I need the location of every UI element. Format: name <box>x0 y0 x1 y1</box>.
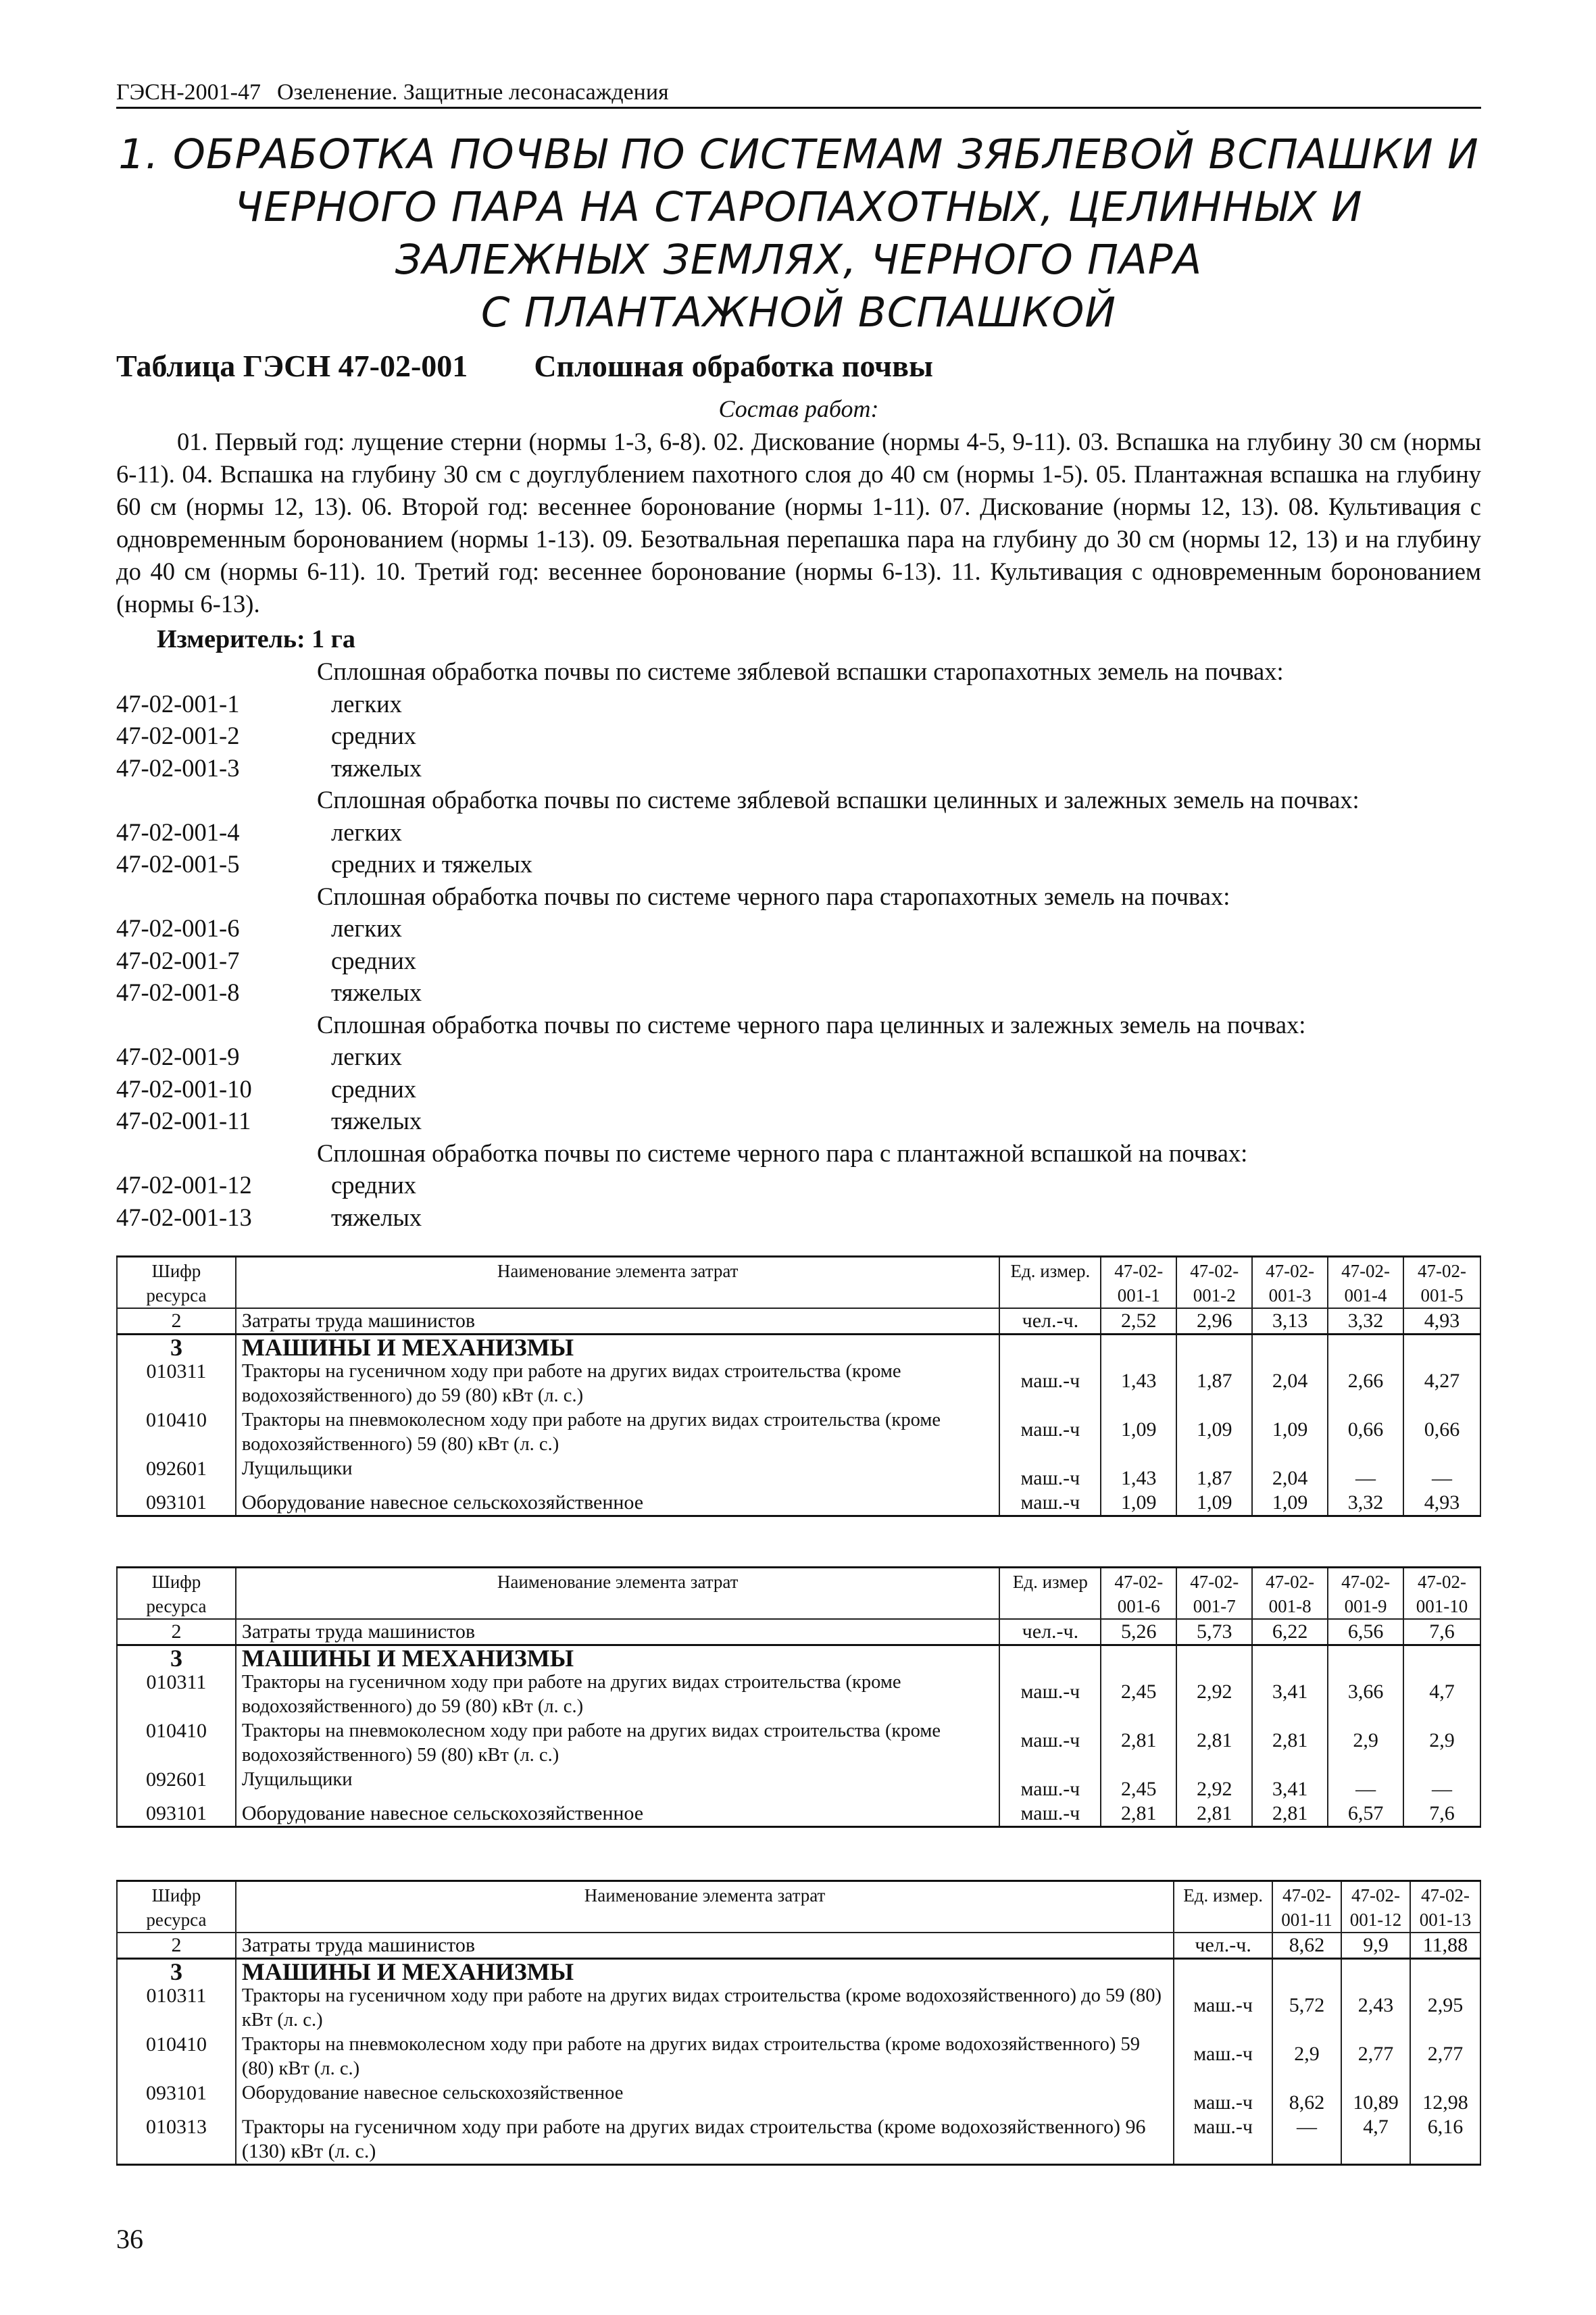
resource-unit-cell: маш.-ч <box>999 1801 1101 1827</box>
value-cell <box>1272 1959 1341 1985</box>
value-cell: 2,81 <box>1176 1719 1252 1768</box>
resource-name-cell: Затраты труда машинистов <box>236 1308 1000 1335</box>
resource-code-cell: 093101 <box>117 1491 236 1516</box>
value-cell: 2,81 <box>1252 1719 1328 1768</box>
value-cell: — <box>1328 1457 1403 1491</box>
header-norm-cell: 47-02-001-10 <box>1403 1568 1480 1620</box>
resource-name-cell: Лущильщики <box>236 1768 1000 1801</box>
unit-of-measure: Измеритель: 1 га <box>157 625 355 653</box>
norm-row <box>116 848 1481 880</box>
value-cell: 2,9 <box>1328 1719 1403 1768</box>
resource-unit-cell: маш.-ч <box>1174 2115 1272 2165</box>
value-cell: 11,88 <box>1410 1933 1480 1959</box>
value-cell <box>1328 1645 1403 1671</box>
value-cell <box>1252 1335 1328 1360</box>
table-row <box>117 1360 1480 1408</box>
header-norm-cell: 47-02-001-9 <box>1328 1568 1403 1620</box>
norm-code: 47-02-001-9 <box>116 1043 240 1070</box>
header-unit-cell: Ед. измер <box>999 1568 1101 1620</box>
norm-name: средних <box>331 722 417 749</box>
resource-unit-cell: маш.-ч <box>999 1360 1101 1408</box>
norm-row <box>116 752 1481 785</box>
table-row <box>117 1308 1480 1335</box>
table-header-row <box>117 1568 1480 1620</box>
norm-code: 47-02-001-7 <box>116 946 240 974</box>
resource-unit-cell: чел.-ч. <box>1174 1933 1272 1959</box>
resource-code-cell: 010410 <box>117 2033 236 2081</box>
value-cell: 3,32 <box>1328 1491 1403 1516</box>
norm-name: легких <box>331 914 402 942</box>
value-cell: 4,27 <box>1403 1360 1480 1408</box>
resource-name-cell: МАШИНЫ И МЕХАНИЗМЫ <box>236 1959 1174 1985</box>
norm-name: легких <box>331 818 402 846</box>
resource-unit-cell: маш.-ч <box>999 1719 1101 1768</box>
norm-code: 47-02-001-10 <box>116 1074 252 1103</box>
header-unit-cell: Ед. измер. <box>1174 1881 1272 1933</box>
table-row <box>117 1670 1480 1719</box>
value-cell: 2,04 <box>1252 1360 1328 1408</box>
resource-code-cell: 010311 <box>117 1984 236 2033</box>
table-heading <box>116 348 1481 384</box>
resource-table <box>116 1255 1481 1517</box>
value-cell: 2,04 <box>1252 1457 1328 1491</box>
resource-unit-cell <box>999 1335 1101 1360</box>
norm-row <box>116 1073 1481 1105</box>
resource-name-cell: Оборудование навесное сельскохозяйственное <box>236 1801 1000 1827</box>
value-cell: 2,81 <box>1101 1719 1176 1768</box>
header-norm-cell: 47-02-001-12 <box>1341 1881 1410 1933</box>
header-title: Озеленение. Защитные лесонасаждения <box>276 80 669 105</box>
value-cell: 2,81 <box>1101 1801 1176 1827</box>
norm-row <box>116 1041 1481 1073</box>
norm-code: 47-02-001-12 <box>116 1171 252 1199</box>
resource-code-cell: 3 <box>117 1335 236 1360</box>
page-number: 36 <box>116 2224 143 2254</box>
header-norm-cell: 47-02-001-1 <box>1101 1257 1176 1309</box>
value-cell <box>1101 1645 1176 1671</box>
norm-name: средних <box>331 946 417 974</box>
resource-code-cell: 2 <box>117 1933 236 1959</box>
value-cell: 5,73 <box>1176 1619 1252 1645</box>
value-cell: 4,93 <box>1403 1491 1480 1516</box>
value-cell: 2,43 <box>1341 1984 1410 2033</box>
header-norm-cell: 47-02-001-2 <box>1176 1257 1252 1309</box>
table-row <box>117 1491 1480 1516</box>
value-cell: 1,09 <box>1176 1408 1252 1457</box>
value-cell: 1,09 <box>1101 1408 1176 1457</box>
value-cell <box>1252 1645 1328 1671</box>
value-cell: 8,62 <box>1272 1933 1341 1959</box>
value-cell: 1,87 <box>1176 1360 1252 1408</box>
resource-code-cell: 010311 <box>117 1670 236 1719</box>
header-norm-cell: 47-02-001-6 <box>1101 1568 1176 1620</box>
resource-code-cell: 010410 <box>117 1719 236 1768</box>
value-cell: 1,87 <box>1176 1457 1252 1491</box>
table-row <box>117 1335 1480 1360</box>
value-cell: 5,26 <box>1101 1619 1176 1645</box>
value-cell: 7,6 <box>1403 1619 1480 1645</box>
norm-group-row <box>116 655 1481 688</box>
table-row <box>117 1933 1480 1959</box>
header-name-cell: Наименование элемента затрат <box>236 1881 1174 1933</box>
header-name-cell: Наименование элемента затрат <box>236 1257 1000 1309</box>
norm-row <box>116 1169 1481 1201</box>
value-cell: 2,81 <box>1252 1801 1328 1827</box>
value-cell: 1,09 <box>1252 1491 1328 1516</box>
resource-name-cell: Тракторы на гусеничном ходу при работе на других видах строительства (кроме водохозяйственного) 96 (130) кВт (л. с.) <box>236 2115 1174 2165</box>
resource-code-cell: 010311 <box>117 1360 236 1408</box>
resource-name-cell: Затраты труда машинистов <box>236 1619 1000 1645</box>
header-norm-cell: 47-02-001-7 <box>1176 1568 1252 1620</box>
norm-name: тяжелых <box>331 753 422 782</box>
value-cell: — <box>1272 2115 1341 2165</box>
table-name: Сплошная обработка почвы <box>534 349 933 383</box>
value-cell: 2,77 <box>1341 2033 1410 2081</box>
value-cell: 9,9 <box>1341 1933 1410 1959</box>
value-cell: 3,66 <box>1328 1670 1403 1719</box>
resource-code-cell: 2 <box>117 1308 236 1335</box>
norm-name: легких <box>331 1043 402 1070</box>
value-cell: 6,16 <box>1410 2115 1480 2165</box>
value-cell: 3,41 <box>1252 1768 1328 1801</box>
norm-group-row <box>116 1009 1481 1041</box>
resource-unit-cell: маш.-ч <box>999 1768 1101 1801</box>
value-cell: 12,98 <box>1410 2081 1480 2115</box>
norm-name: легких <box>331 689 402 718</box>
value-cell <box>1410 1959 1480 1985</box>
section-title-line: С ПЛАНТАЖНОЙ ВСПАШКОЙ <box>480 289 1117 337</box>
header-norm-cell: 47-02-001-11 <box>1272 1881 1341 1933</box>
value-cell: 10,89 <box>1341 2081 1410 2115</box>
value-cell <box>1341 1959 1410 1985</box>
header-code: ГЭСН-2001-47 <box>116 80 261 105</box>
value-cell <box>1403 1335 1480 1360</box>
resource-name-cell: Тракторы на гусеничном ходу при работе на других видах строительства (кроме водохозяйственного) до 59 (80) кВт (л. с.) <box>236 1984 1174 2033</box>
value-cell: 3,41 <box>1252 1670 1328 1719</box>
norm-name: тяжелых <box>331 1203 422 1231</box>
header-unit-cell: Ед. измер. <box>999 1257 1101 1309</box>
norm-group-heading: Сплошная обработка почвы по системе черного пара старопахотных земель на почвах: <box>317 882 1230 910</box>
value-cell: 2,45 <box>1101 1768 1176 1801</box>
table-row <box>117 1719 1480 1768</box>
value-cell: 2,77 <box>1410 2033 1480 2081</box>
table-row <box>117 1959 1480 1985</box>
value-cell: — <box>1403 1457 1480 1491</box>
table-row <box>117 1619 1480 1645</box>
norm-group-row <box>116 880 1481 913</box>
resource-code-cell: 3 <box>117 1959 236 1985</box>
header-norm-cell: 47-02-001-13 <box>1410 1881 1480 1933</box>
header-norm-cell: 47-02-001-8 <box>1252 1568 1328 1620</box>
norm-row <box>116 816 1481 849</box>
norm-row <box>116 1105 1481 1137</box>
value-cell: 4,7 <box>1403 1670 1480 1719</box>
header-code-cell: Шифр ресурса <box>117 1881 236 1933</box>
value-cell: 8,62 <box>1272 2081 1341 2115</box>
value-cell: 2,95 <box>1410 1984 1480 2033</box>
header-norm-cell: 47-02-001-5 <box>1403 1257 1480 1309</box>
resource-name-cell: Лущильщики <box>236 1457 1000 1491</box>
value-cell: 5,72 <box>1272 1984 1341 2033</box>
resource-code-cell: 010410 <box>117 1408 236 1457</box>
resource-unit-cell: маш.-ч <box>1174 1984 1272 2033</box>
value-cell: 0,66 <box>1403 1408 1480 1457</box>
value-cell: 2,92 <box>1176 1768 1252 1801</box>
table-label: Таблица ГЭСН 47-02-001 <box>116 349 468 383</box>
value-cell: 2,66 <box>1328 1360 1403 1408</box>
section-title-line: 1. ОБРАБОТКА ПОЧВЫ ПО СИСТЕМАМ ЗЯБЛЕВОЙ ВСПАШКИ И <box>118 130 1479 178</box>
resource-unit-cell: маш.-ч <box>999 1670 1101 1719</box>
norm-code: 47-02-001-13 <box>116 1203 252 1231</box>
resource-code-cell: 093101 <box>117 1801 236 1827</box>
value-cell: 3,32 <box>1328 1308 1403 1335</box>
header-name-cell: Наименование элемента затрат <box>236 1568 1000 1620</box>
value-cell: 1,43 <box>1101 1457 1176 1491</box>
norm-group-row <box>116 1137 1481 1170</box>
value-cell: 2,92 <box>1176 1670 1252 1719</box>
resource-name-cell: МАШИНЫ И МЕХАНИЗМЫ <box>236 1645 1000 1671</box>
value-cell: 1,43 <box>1101 1360 1176 1408</box>
value-cell: 1,09 <box>1252 1408 1328 1457</box>
running-header <box>116 80 1481 109</box>
norm-code: 47-02-001-3 <box>116 753 240 782</box>
table-row <box>117 1984 1480 2033</box>
norm-code: 47-02-001-1 <box>116 689 240 718</box>
norm-row <box>116 912 1481 945</box>
value-cell: 6,22 <box>1252 1619 1328 1645</box>
resource-unit-cell <box>1174 1959 1272 1985</box>
resource-name-cell: Тракторы на гусеничном ходу при работе на других видах строительства (кроме водохозяйственного) до 59 (80) кВт (л. с.) <box>236 1670 1000 1719</box>
norm-row <box>116 1201 1481 1234</box>
table-row <box>117 2081 1480 2115</box>
norm-group-heading: Сплошная обработка почвы по системе зяблевой вспашки целинных и залежных земель на почвах: <box>317 786 1360 814</box>
norm-name: тяжелых <box>331 1107 422 1135</box>
value-cell: 2,9 <box>1403 1719 1480 1768</box>
section-title-line: ЗАЛЕЖНЫХ ЗЕМЛЯХ, ЧЕРНОГО ПАРА <box>395 236 1203 284</box>
header-norm-cell: 47-02-001-4 <box>1328 1257 1403 1309</box>
norm-name: тяжелых <box>331 978 422 1006</box>
norm-name: средних <box>331 1074 417 1103</box>
section-title-line: ЧЕРНОГО ПАРА НА СТАРОПАХОТНЫХ, ЦЕЛИННЫХ И <box>234 183 1363 231</box>
resource-code-cell: 010313 <box>117 2115 236 2165</box>
resource-name-cell: МАШИНЫ И МЕХАНИЗМЫ <box>236 1335 1000 1360</box>
table-row <box>117 1768 1480 1801</box>
resource-code-cell: 092601 <box>117 1457 236 1491</box>
value-cell: 2,9 <box>1272 2033 1341 2081</box>
table-row <box>117 1408 1480 1457</box>
table-row <box>117 1457 1480 1491</box>
header-norm-cell: 47-02-001-3 <box>1252 1257 1328 1309</box>
table-row <box>117 2115 1480 2165</box>
value-cell: — <box>1328 1768 1403 1801</box>
value-cell <box>1176 1645 1252 1671</box>
table-row <box>117 1645 1480 1671</box>
resource-unit-cell: чел.-ч. <box>999 1619 1101 1645</box>
resource-unit-cell <box>999 1645 1101 1671</box>
section-title <box>116 128 1481 339</box>
norm-name: средних и тяжелых <box>331 850 533 878</box>
norm-row <box>116 945 1481 977</box>
resource-name-cell: Затраты труда машинистов <box>236 1933 1174 1959</box>
value-cell: 1,09 <box>1176 1491 1252 1516</box>
value-cell: 2,81 <box>1176 1801 1252 1827</box>
resource-name-cell: Тракторы на пневмоколесном ходу при работе на других видах строительства (кроме водохозяйственного) 59 (80) кВт (л. с.) <box>236 1719 1000 1768</box>
resource-code-cell: 2 <box>117 1619 236 1645</box>
value-cell: 6,57 <box>1328 1801 1403 1827</box>
value-cell: 0,66 <box>1328 1408 1403 1457</box>
resource-name-cell: Оборудование навесное сельскохозяйственное <box>236 2081 1174 2115</box>
resource-table <box>116 1880 1481 2166</box>
resource-unit-cell: маш.-ч <box>999 1457 1101 1491</box>
value-cell: 3,13 <box>1252 1308 1328 1335</box>
norm-row <box>116 688 1481 720</box>
resource-unit-cell: чел.-ч. <box>999 1308 1101 1335</box>
norm-group-heading: Сплошная обработка почвы по системе черного пара целинных и залежных земель на почвах: <box>317 1010 1306 1039</box>
norm-code: 47-02-001-11 <box>116 1107 251 1135</box>
composition-label: Состав работ: <box>718 395 879 422</box>
value-cell <box>1403 1645 1480 1671</box>
value-cell: 6,56 <box>1328 1619 1403 1645</box>
header-code-cell: Шифр ресурса <box>117 1568 236 1620</box>
resource-name-cell: Тракторы на пневмоколесном ходу при работе на других видах строительства (кроме водохозяйственного) 59 (80) кВт (л. с.) <box>236 1408 1000 1457</box>
resource-table <box>116 1566 1481 1828</box>
resource-code-cell: 093101 <box>117 2081 236 2115</box>
resource-code-cell: 092601 <box>117 1768 236 1801</box>
norm-group-heading: Сплошная обработка почвы по системе зяблевой вспашки старопахотных земель на почвах: <box>317 657 1284 685</box>
table-row <box>117 1801 1480 1827</box>
value-cell: 4,7 <box>1341 2115 1410 2165</box>
value-cell <box>1176 1335 1252 1360</box>
norm-group-row <box>116 784 1481 816</box>
norm-code: 47-02-001-4 <box>116 818 240 846</box>
norm-group-heading: Сплошная обработка почвы по системе черного пара с плантажной вспашкой на почвах: <box>317 1139 1248 1167</box>
value-cell: 4,93 <box>1403 1308 1480 1335</box>
value-cell: 2,52 <box>1101 1308 1176 1335</box>
norm-code: 47-02-001-5 <box>116 850 240 878</box>
norm-name: средних <box>331 1171 417 1199</box>
value-cell: 1,09 <box>1101 1491 1176 1516</box>
resource-code-cell: 3 <box>117 1645 236 1671</box>
value-cell: 7,6 <box>1403 1801 1480 1827</box>
value-cell: — <box>1403 1768 1480 1801</box>
table-header-row <box>117 1257 1480 1309</box>
value-cell <box>1101 1335 1176 1360</box>
norm-list <box>116 655 1481 1233</box>
table-header-row <box>117 1881 1480 1933</box>
works-description: 01. Первый год: лущение стерни (нормы 1-3, 6-8). 02. Дискование (нормы 4-5, 9-11). 03. Вспашка на глубину 30 см (нормы 6-11). 04. Вспашка на глубину 30 см с доуглублением пахотного слоя до 40 см (нормы 1-5). 05. Плантажная вспашка на глубину 60 см (нормы 12, 13). 06. Второй год: весеннее боронование (нормы 1-11). 07. Дискование (нормы 12, 13). 08. Культивация с одновременным боронованием (нормы 1-13). 09. Безотвальная перепашка пара на глубину до 30 см (нормы 12, 13) и на глубину до 40 см (нормы 6-11). 10. Третий год: весеннее боронование (нормы 6-13). 11. Культивация с одновременным боронованием (нормы 6-13). <box>116 428 1481 618</box>
norm-code: 47-02-001-8 <box>116 978 240 1006</box>
value-cell <box>1328 1335 1403 1360</box>
table-row <box>117 2033 1480 2081</box>
value-cell: 2,45 <box>1101 1670 1176 1719</box>
norm-code: 47-02-001-2 <box>116 722 240 749</box>
norm-code: 47-02-001-6 <box>116 914 240 942</box>
resource-unit-cell: маш.-ч <box>999 1408 1101 1457</box>
resource-name-cell: Тракторы на гусеничном ходу при работе на других видах строительства (кроме водохозяйственного) до 59 (80) кВт (л. с.) <box>236 1360 1000 1408</box>
resource-unit-cell: маш.-ч <box>1174 2081 1272 2115</box>
resource-name-cell: Оборудование навесное сельскохозяйственное <box>236 1491 1000 1516</box>
norm-row <box>116 720 1481 752</box>
header-code-cell: Шифр ресурса <box>117 1257 236 1309</box>
resource-name-cell: Тракторы на пневмоколесном ходу при работе на других видах строительства (кроме водохозяйственного) 59 (80) кВт (л. с.) <box>236 2033 1174 2081</box>
norm-row <box>116 976 1481 1009</box>
value-cell: 2,96 <box>1176 1308 1252 1335</box>
resource-unit-cell: маш.-ч <box>1174 2033 1272 2081</box>
resource-unit-cell: маш.-ч <box>999 1491 1101 1516</box>
